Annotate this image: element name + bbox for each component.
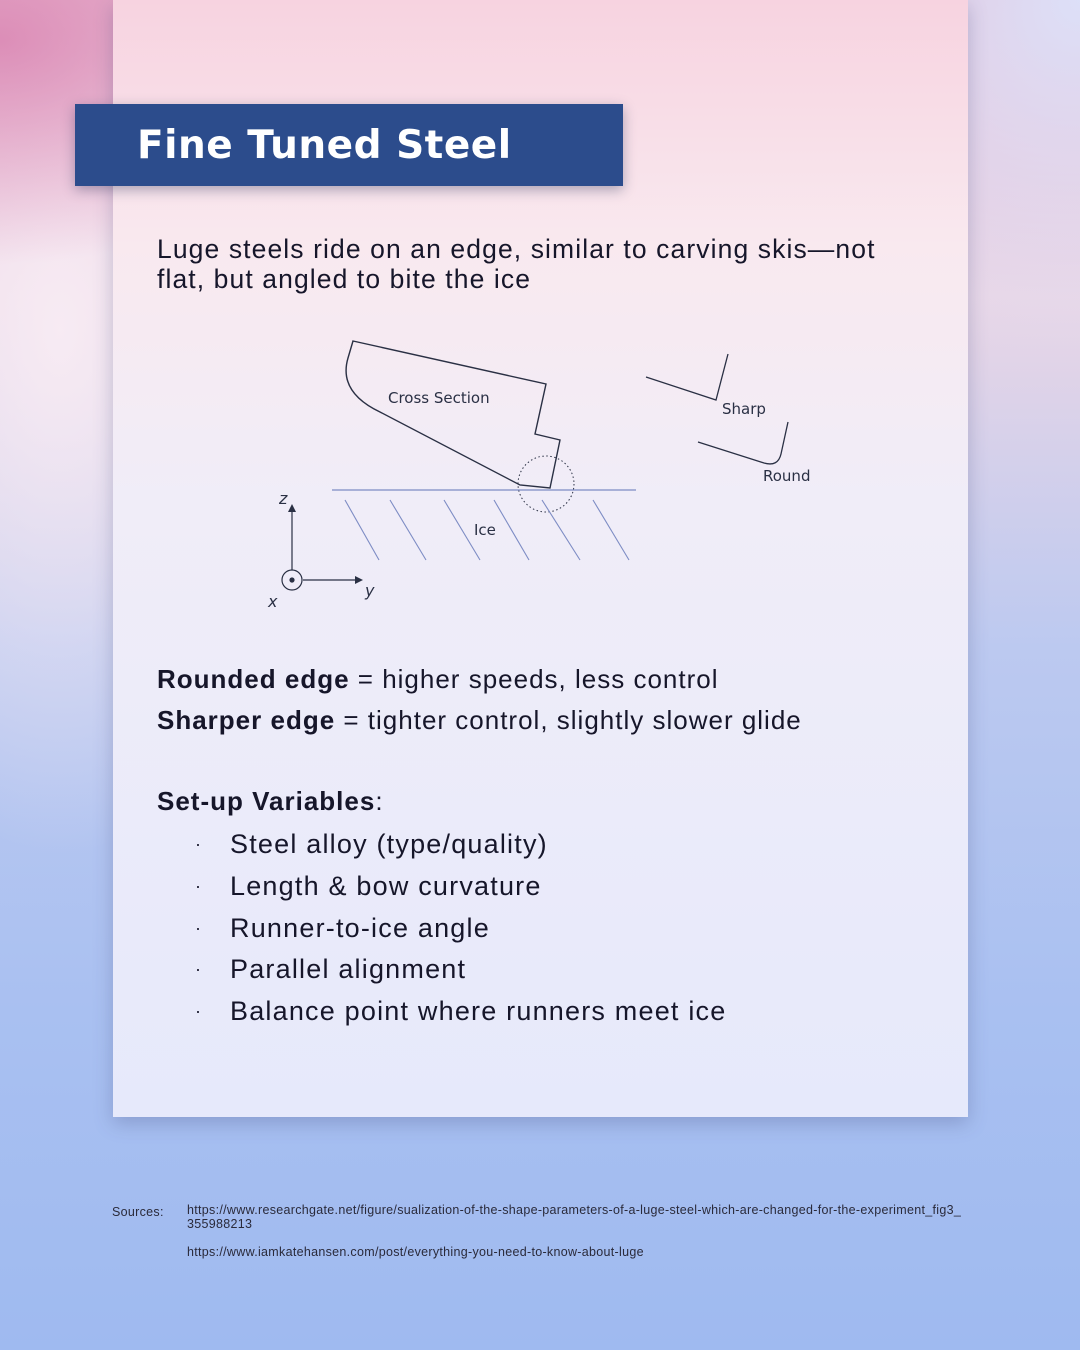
list-item xyxy=(193,826,726,868)
list-item xyxy=(193,993,726,1035)
bullet-icon: · xyxy=(195,875,203,896)
ice-hatch-line xyxy=(390,500,426,560)
ice-hatch-line xyxy=(593,500,629,560)
cross-section-shape xyxy=(346,341,560,488)
list-item xyxy=(193,910,726,952)
sources-label: Sources: xyxy=(112,1205,164,1219)
comparison-description: = tighter control, slightly slower glide xyxy=(335,705,802,735)
list-item-text: Balance point where runners meet ice xyxy=(230,996,727,1027)
ice-hatch-line xyxy=(494,500,529,560)
y-axis-arrowhead xyxy=(355,576,363,584)
comparison-term: Sharper edge xyxy=(157,705,336,735)
sharp-label: Sharp xyxy=(722,400,766,418)
bullet-icon: · xyxy=(195,1001,203,1022)
contact-point-circle xyxy=(518,456,574,512)
z-axis-label: z xyxy=(279,489,288,508)
sharp-edge-shape xyxy=(646,354,728,400)
list-item-text: Runner-to-ice angle xyxy=(230,912,490,943)
z-axis-arrowhead xyxy=(288,504,296,512)
bullet-icon: · xyxy=(195,917,203,938)
axis-indicator xyxy=(282,504,363,590)
x-axis-origin-dot xyxy=(289,577,294,582)
list-item-text: Parallel alignment xyxy=(230,954,467,985)
setup-variable-list xyxy=(193,826,726,1035)
setup-heading-text: Set-up Variables xyxy=(157,786,376,816)
luge-steel-diagram xyxy=(230,330,850,620)
title-banner xyxy=(75,104,623,186)
x-axis-label: x xyxy=(268,592,278,611)
source-link[interactable]: https://www.iamkatehansen.com/post/everything-you-need-to-know-about-luge xyxy=(187,1245,644,1259)
intro-text: Luge steels ride on an edge, similar to carving skis—not flat, but angled to bite the ice xyxy=(157,234,876,294)
page-title: Fine Tuned Steel xyxy=(137,122,512,168)
bullet-icon: · xyxy=(195,834,203,854)
edge-comparison xyxy=(157,662,957,744)
list-item-text: Steel alloy (type/quality) xyxy=(230,829,548,859)
cross-section-label: Cross Section xyxy=(388,389,490,407)
list-item xyxy=(193,868,726,910)
list-item-text: Length & bow curvature xyxy=(230,870,542,901)
ice-hatch-line xyxy=(542,500,580,560)
round-label: Round xyxy=(763,467,811,485)
comparison-rounded xyxy=(157,662,957,703)
comparison-sharper xyxy=(157,703,957,744)
bullet-icon: · xyxy=(195,959,203,980)
round-edge-shape xyxy=(698,422,788,464)
y-axis-label: y xyxy=(365,581,375,600)
ice-label: Ice xyxy=(474,521,496,539)
setup-heading-colon: : xyxy=(375,786,384,816)
sources-links xyxy=(187,1203,967,1259)
comparison-description: = higher speeds, less control xyxy=(349,664,719,694)
source-link[interactable]: https://www.researchgate.net/figure/sualization-of-the-shape-parameters-of-a-luge-steel-which-are-changed-for-the-experiment_fig3_355988213 xyxy=(187,1203,962,1231)
comparison-term: Rounded edge xyxy=(157,664,350,694)
list-item xyxy=(193,951,726,993)
setup-heading xyxy=(157,786,384,817)
ice-hatch-line xyxy=(345,500,379,560)
